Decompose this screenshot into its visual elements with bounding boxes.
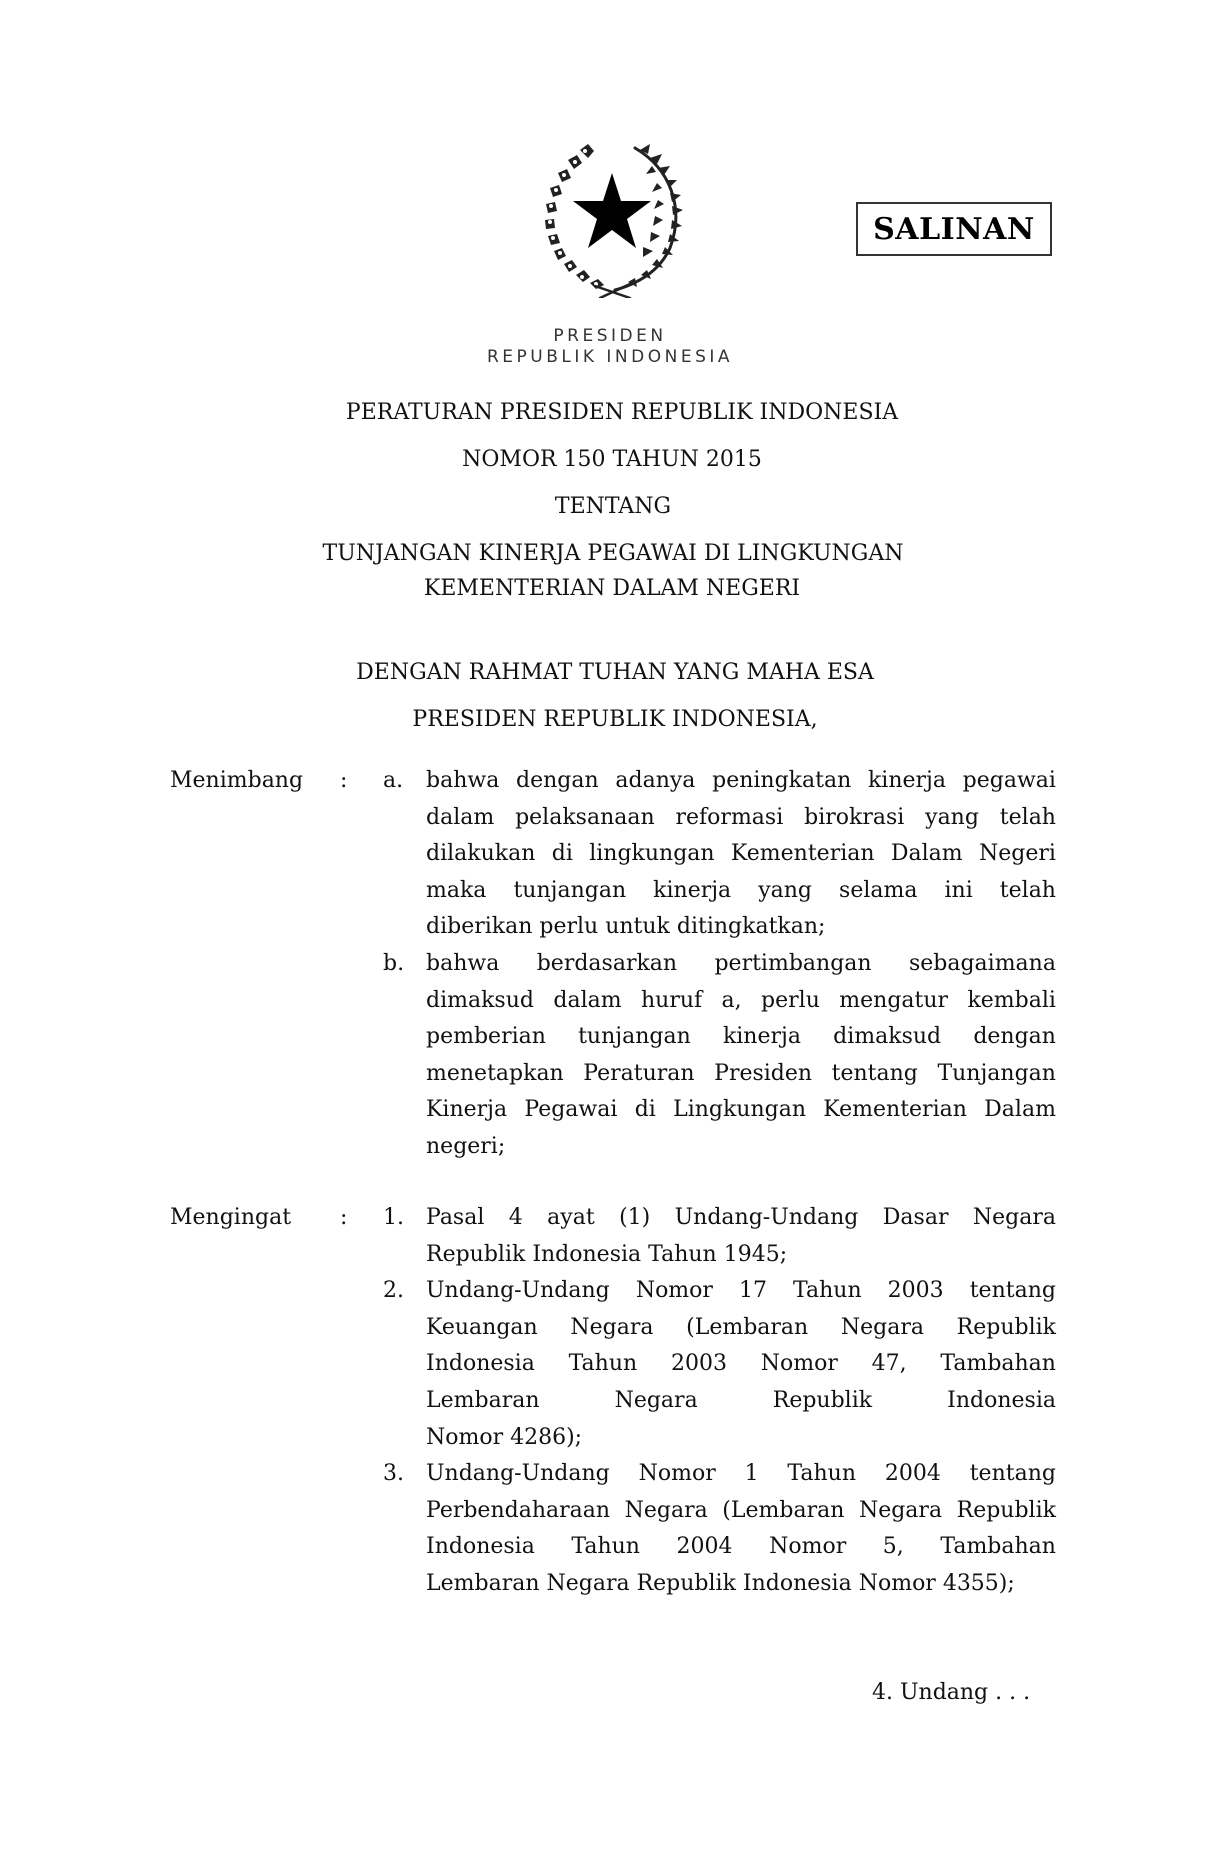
section-label: Mengingat: [170, 1205, 292, 1230]
text-line: maka tunjangan kinerja yang selama ini telah: [426, 877, 1056, 903]
regulation-subject-line2: KEMENTERIAN DALAM NEGERI: [423, 576, 801, 601]
text-line: dimaksud dalam huruf a, perlu mengatur kembali: [426, 987, 1056, 1013]
text-line: diberikan perlu untuk ditingkatkan;: [426, 914, 826, 940]
regulation-about-label: TENTANG: [554, 494, 672, 519]
item-marker: b.: [383, 950, 405, 976]
page-continuation: 4. Undang . . .: [872, 1680, 1031, 1705]
item-marker: 1.: [383, 1205, 404, 1230]
text-line: Kinerja Pegawai di Lingkungan Kementerian Dalam: [426, 1097, 1056, 1123]
section-menimbang: [170, 763, 1056, 1166]
text-line: dalam pelaksanaan reformasi birokrasi yang telah: [426, 804, 1056, 830]
text-line: negeri;: [426, 1133, 506, 1159]
regulation-title: PERATURAN PRESIDEN REPUBLIK INDONESIA: [345, 400, 899, 425]
regulation-subject-line1: TUNJANGAN KINERJA PEGAWAI DI LINGKUNGAN: [322, 541, 904, 566]
item-marker: 3.: [383, 1461, 404, 1487]
regulation-number: NOMOR 150 TAHUN 2015: [462, 447, 762, 472]
text-line: Nomor 4286);: [426, 1424, 583, 1450]
text-line: Republik Indonesia Tahun 1945;: [426, 1241, 788, 1267]
text-line: bahwa dengan adanya peningkatan kinerja pegawai: [426, 768, 1056, 793]
section-colon: :: [340, 1205, 348, 1230]
item-marker: 2.: [383, 1278, 404, 1304]
considering-item-a: [383, 763, 1056, 946]
text-line: Indonesia Tahun 2003 Nomor 47, Tambahan: [426, 1351, 1056, 1377]
section-label: Menimbang: [170, 768, 304, 793]
text-line: Lembaran Negara Republik Indonesia Nomor 4355);: [426, 1570, 1015, 1596]
considering-item-b: [383, 946, 1056, 1166]
invocation: DENGAN RAHMAT TUHAN YANG MAHA ESA: [356, 660, 874, 685]
salinan-stamp: SALINAN: [856, 202, 1052, 256]
text-line: Perbendaharaan Negara (Lembaran Negara Republik: [426, 1497, 1056, 1523]
text-line: Pasal 4 ayat (1) Undang-Undang Dasar Negara: [426, 1205, 1056, 1230]
section-colon: :: [340, 768, 348, 793]
text-line: pemberian tunjangan kinerja dimaksud dengan: [426, 1024, 1056, 1050]
presidential-emblem-icon: [530, 138, 695, 298]
recalling-item-1: [383, 1200, 1056, 1273]
item-marker: a.: [383, 768, 404, 793]
text-line: Indonesia Tahun 2004 Nomor 5, Tambahan: [426, 1534, 1056, 1560]
authority: PRESIDEN REPUBLIK INDONESIA,: [412, 707, 818, 732]
text-line: menetapkan Peraturan Presiden tentang Tunjangan: [426, 1060, 1056, 1086]
recalling-item-3: [383, 1456, 1056, 1602]
emblem-caption-republic: REPUBLIK INDONESIA: [486, 347, 734, 367]
text-line: Lembaran Negara Republik Indonesia: [426, 1387, 1056, 1413]
text-line: dilakukan di lingkungan Kementerian Dalam Negeri: [426, 841, 1056, 867]
text-line: Undang-Undang Nomor 1 Tahun 2004 tentang: [426, 1461, 1056, 1487]
section-mengingat: [170, 1200, 1056, 1603]
recalling-item-2: [383, 1273, 1056, 1456]
text-line: bahwa berdasarkan pertimbangan sebagaimana: [426, 950, 1056, 976]
text-line: Undang-Undang Nomor 17 Tahun 2003 tentang: [426, 1278, 1056, 1304]
text-line: Keuangan Negara (Lembaran Negara Republik: [426, 1314, 1056, 1340]
emblem-caption-president: PRESIDEN: [553, 326, 667, 346]
